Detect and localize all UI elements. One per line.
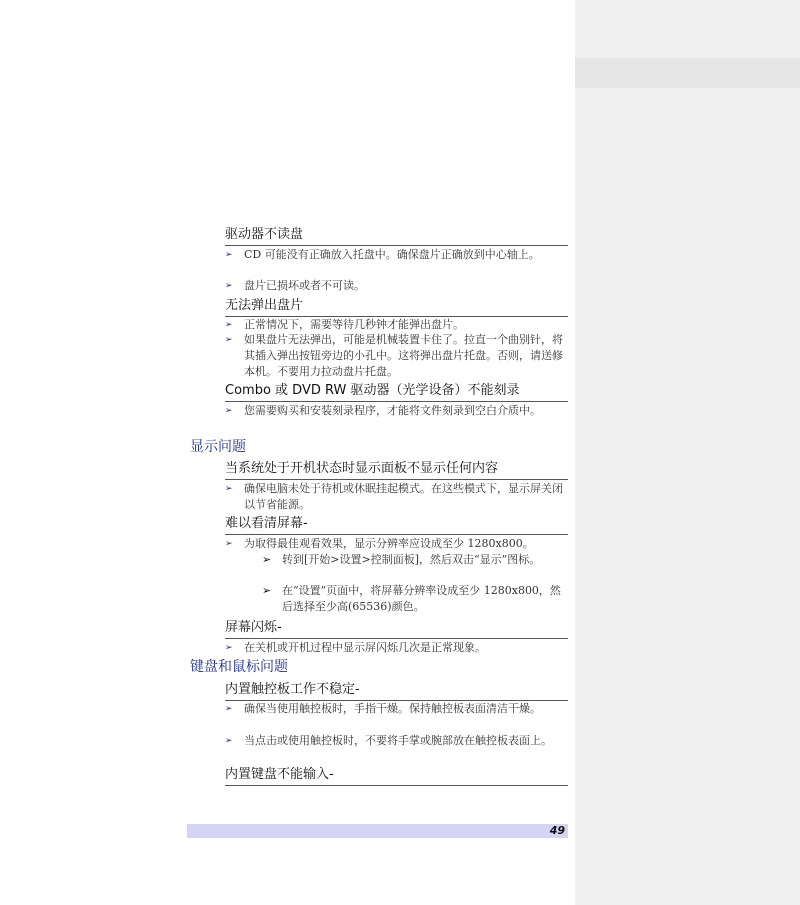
list-item — [225, 733, 565, 749]
list-item — [225, 640, 565, 656]
list-item-text: 为取得最佳观看效果，显示分辨率应设成至少 1280x800。 — [244, 537, 534, 550]
list-item-text: 正常情况下，需要等待几秒钟才能弹出盘片。 — [244, 318, 464, 331]
page-number: 49 — [549, 824, 565, 837]
list-item-text: 当点击或使用触控板时，不要将手掌或腕部放在触控板表面上。 — [244, 734, 552, 747]
sub-list-item-text: 转到[开始>设置>控制面板]，然后双击“显示”图标。 — [282, 553, 541, 566]
bullet-arrow-icon: ➢ — [225, 539, 233, 549]
bullet-arrow-icon: ➢ — [225, 484, 233, 494]
heading-flicker: 屏幕闪烁- — [225, 620, 568, 639]
list-item — [225, 536, 565, 552]
sub-bullet-arrow-icon: ➢ — [262, 553, 272, 566]
bullet-arrow-icon: ➢ — [225, 335, 233, 345]
sub-list-item — [262, 552, 562, 568]
heading-drive-not-read: 驱动器不读盘 — [225, 227, 568, 246]
sub-list-item-text: 在“设置”页面中，将屏幕分辨率设成至少 1280x800，然后选择至少高(65536)颜色。 — [282, 584, 561, 613]
section-title-keyboard: 键盘和鼠标问题 — [190, 659, 288, 675]
bullet-arrow-icon: ➢ — [225, 736, 233, 746]
list-item-text: 确保当使用触控板时，手指干燥。保持触控板表面清洁干燥。 — [244, 702, 541, 715]
list-item — [225, 701, 565, 717]
bullet-arrow-icon: ➢ — [225, 250, 233, 260]
heading-cannot-burn: Combo 或 DVD RW 驱动器（光学设备）不能刻录 — [225, 383, 568, 402]
list-item — [225, 247, 565, 263]
bullet-arrow-icon: ➢ — [225, 406, 233, 416]
list-item — [225, 332, 565, 380]
heading-hard-to-see: 难以看清屏幕- — [225, 516, 568, 535]
comment-margin-header — [575, 58, 800, 88]
heading-cannot-eject: 无法弹出盘片 — [225, 298, 568, 317]
list-item — [225, 403, 565, 419]
sub-bullet-arrow-icon: ➢ — [262, 584, 272, 597]
list-item-text: 盘片已损坏或者不可读。 — [244, 279, 365, 292]
section-title-display: 显示问题 — [190, 439, 246, 455]
list-item-text: CD 可能没有正确放入托盘中。确保盘片正确放到中心轴上。 — [244, 248, 540, 261]
heading-no-display: 当系统处于开机状态时显示面板不显示任何内容 — [225, 461, 568, 480]
bullet-arrow-icon: ➢ — [225, 643, 233, 653]
bullet-arrow-icon: ➢ — [225, 704, 233, 714]
bullet-arrow-icon: ➢ — [225, 281, 233, 291]
list-item — [225, 481, 565, 513]
page-footer-bar — [187, 824, 568, 838]
list-item — [225, 278, 565, 294]
sub-list-item — [262, 583, 562, 615]
list-item-text: 确保电脑未处于待机或休眠挂起模式。在这些模式下，显示屏关闭以节省能源。 — [244, 482, 563, 511]
comment-margin-pane — [575, 0, 800, 905]
list-item-text: 如果盘片无法弹出，可能是机械装置卡住了。拉直一个曲别针，将其插入弹出按钮旁边的小孔中。这将弹出盘片托盘。否则，请送修本机。不要用力拉动盘片托盘。 — [244, 333, 563, 378]
heading-keyboard-no-input: 内置键盘不能输入- — [225, 767, 568, 786]
bullet-arrow-icon: ➢ — [225, 320, 233, 330]
list-item-text: 在关机或开机过程中显示屏闪烁几次是正常现象。 — [244, 641, 486, 654]
heading-touchpad-unstable: 内置触控板工作不稳定- — [225, 682, 568, 701]
list-item — [225, 317, 565, 333]
list-item-text: 您需要购买和安装刻录程序，才能将文件刻录到空白介质中。 — [244, 404, 541, 417]
